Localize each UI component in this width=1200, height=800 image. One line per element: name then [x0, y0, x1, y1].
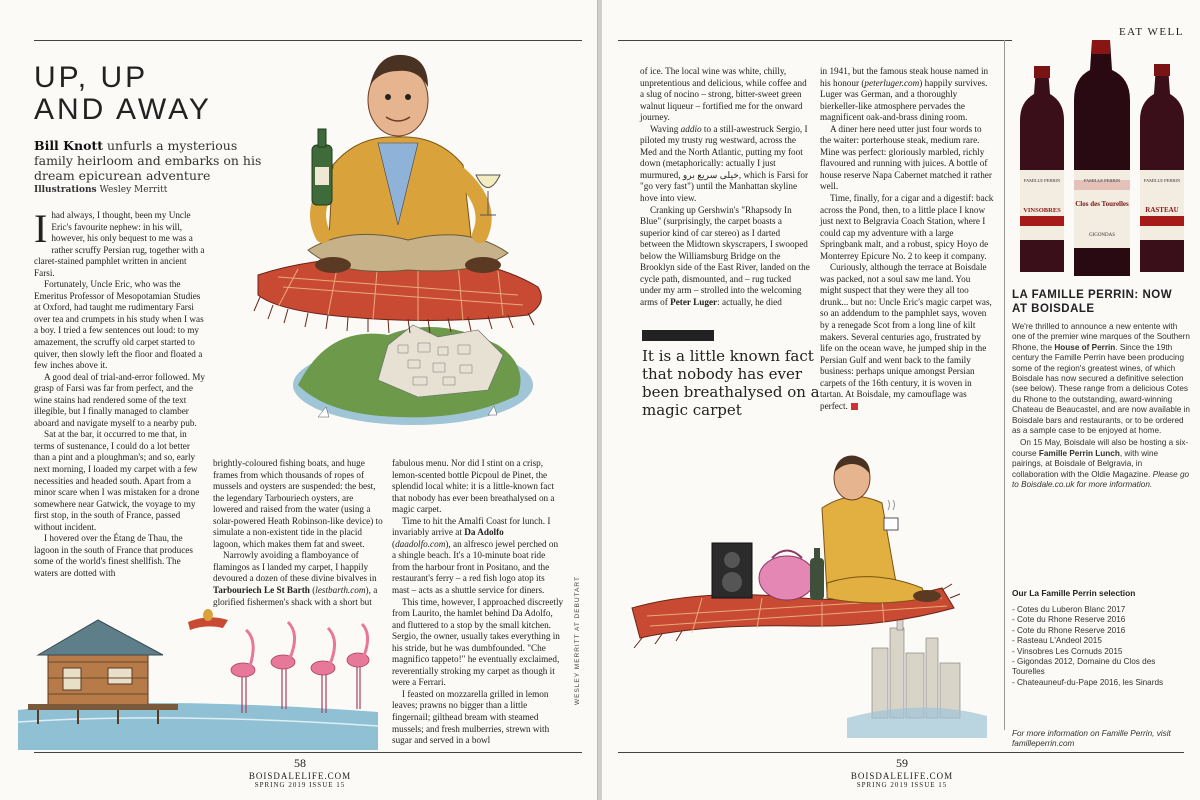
label-center-brand: FAMILLE PERRIN	[1083, 178, 1121, 183]
label-left-name: VINSOBRES	[1023, 207, 1061, 214]
list-item: - Gigondas 2012, Domaine du Clos des Tourelles	[1012, 657, 1156, 677]
text-run: to a still-awestruck Sergio, I piloted my trusty rug westward, across the Med and the North Atlantic, putting my foot down (metaphorically: actually I just murmured, خیلی سریع برو, which is Farsi for "go very fast") until the Manhattan skyline hove into view.	[640, 123, 809, 204]
body-column-1	[34, 206, 206, 580]
text-run: , with wine pairings, at Boisdale of Belgravia, in collaboration with the Oldie Magazine.	[1012, 448, 1159, 479]
paragraph: had always, I thought, been my Uncle Eric's favourite nephew: in his will, however, his only bequest to me was a rather scruffy Persian rug, together with a claret-stained pamphlet written in ancient Farsi.	[34, 210, 205, 278]
paragraph: Fortunately, Uncle Eric, who was the Emeritus Professor of Mesopotamian Studies at Oxford, had taught me rudimentary Farsi over tea and crumpets in his study when I was a boy. I tried a few sentences out loud: to my amazement, the scruffy old carpet started to quiver, then slowly left the floor and floated a few inches above it.	[34, 279, 204, 371]
list-item: - Chateauneuf-du-Pape 2016, les Sinards	[1012, 677, 1164, 687]
headline-line-1: UP, UP	[34, 61, 149, 94]
sidebar-footer: For more information on Famille Perrin, visit familleperrin.com	[1012, 729, 1171, 749]
illustration-credit	[34, 185, 167, 195]
illustration-side-credit: WESLEY MERRITT AT DEBUTART	[574, 576, 581, 705]
list-item: - Cote du Rhone Reserve 2016	[1012, 615, 1126, 625]
flamingo-lagoon-illustration	[18, 600, 388, 750]
folio-issue: SPRING 2019 ISSUE 15	[254, 781, 346, 789]
text-run: ), a glorified fishermen's shack with a short but	[213, 585, 378, 607]
text-run: addio	[680, 123, 702, 134]
folio-site: BOISDALELIFE.COM	[850, 771, 954, 781]
sidebar-title: LA FAMILLE PERRIN: NOW AT BOISDALE	[1012, 289, 1173, 315]
paragraph	[392, 516, 564, 597]
venue-name: Da Adolfo	[464, 527, 504, 538]
body-column-4	[640, 66, 812, 308]
carpet-stereo-illustration	[622, 448, 994, 748]
list-item: - Cote du Rhone Reserve 2016	[1012, 625, 1126, 635]
pullquote-bar	[642, 330, 714, 341]
paragraph	[1012, 322, 1190, 436]
selection-title: Our La Famille Perrin selection	[1012, 588, 1136, 598]
text-run: Narrowly avoiding a flamboyance of flamingos as I landed my carpet, I happily devoured a dozen of these divine bivalves in	[213, 550, 377, 584]
paragraph: Sat at the bar, it occurred to me that, in terms of sustenance, I could do a lot better than a pint and a ploughman's; and so, early next morning, I loaded my carpet with a few necessities and headed south. Apart from a minor scare when I was mistaken for a drone somewhere near Gatwick, the voyage to my first stop, in the south of France, passed without incident.	[34, 429, 200, 532]
page-number: 59	[896, 756, 908, 770]
credit-name: Wesley Merritt	[96, 185, 168, 195]
body-column-2	[213, 458, 385, 608]
house-name: House of Perrin	[1054, 342, 1116, 352]
label-right-brand: FAMILLE PERRIN	[1143, 178, 1181, 183]
article-headline	[34, 62, 212, 126]
label-right-name: RASTEAU	[1145, 206, 1179, 214]
paragraph	[640, 205, 812, 309]
text-run: : actually, he died	[717, 296, 782, 307]
venue-website: daadolfo.com	[395, 538, 446, 549]
sidebar-rule	[1004, 40, 1005, 730]
pullquote: It is a little known fact that nobody has ever been breathalysed on a magic carpet	[642, 347, 820, 419]
text-run: ) happily survives. Luger was German, and a thoroughly bierkeller-like atmosphere pervades the magnificent oak-and-brass dining room.	[820, 77, 988, 123]
text-run: Cranking up Gershwin's "Rhapsody In Blue" (surprisingly, the carpet boasts a superior kind of car stereo) as I darted between the Midtown skyscrapers, I swooped below the Williamsburg Bridge on the Brooklyn side of the East River, landed on the cycle path, dismounted, and – rug tucked under my arm – strolled into the welcoming arms of	[640, 204, 810, 307]
text-run: Please go to Boisdale.co.uk for more information.	[1012, 469, 1190, 490]
text-run: . Since the 19th century the Famille Perrin have been producing some of the region's greatest wines, of which Boisdale has now secured a definitive selection (see below). These range from a delicious Cotes du Rhone to the outstanding, award-winning Chateau de Beaucastel, and are now available in Boisdale bars and restaurants, or to be ordered as a sample case to be enjoyed at home.	[1012, 342, 1190, 436]
flying-carpet-illustration	[238, 25, 568, 445]
headline-line-2: AND AWAY	[34, 93, 212, 126]
text-run: On 15 May, Boisdale will also be hosting a six-course	[1012, 438, 1189, 458]
list-item: - Vinsobres Les Cornuds 2015	[1012, 646, 1123, 656]
text-run: ), an alfresco jewel perched on a shingle beach. It's a 10-minute boat ride from the harbour front in Positano, and the restaurant's ferry – a red fish logo atop its mast – acts as a shuttle service for diners.	[392, 538, 559, 596]
venue-name: Peter Luger	[670, 296, 718, 307]
paragraph	[1012, 438, 1190, 490]
paragraph: I feasted on mozzarella grilled in lemon leaves; prawns no bigger than a little fingernail; gilthead bream with steamed mussels; and fresh mulberries, strewn with sugar and served in a bowl	[392, 688, 550, 746]
standfirst-text: unfurls a mysterious family heirloom and embarks on his dream epicurean adventure	[34, 138, 262, 183]
text-run: Curiously, although the terrace at Boisdale was packed, not a soul saw me land. You might suspect that they were they all too drunk... but no: Uncle Eric's magic carpet was, so an addendum to the pamphlet says, woven by a renegade Scot from a long line of kilt makers. Several centuries ago, frustrated by life on the ocean wave, he jumped ship in the Persian Gulf and went back to the family business: perhaps unique amongst Persian carpets of the 16th century, it is woven in tartan. At Boisdale, my camouflage was perfect.	[820, 262, 992, 411]
list-item: - Cotes du Luberon Blanc 2017	[1012, 605, 1126, 614]
wine-selection-list	[1012, 605, 1190, 688]
wine-bottles-photo	[1012, 40, 1192, 278]
text-run: (	[309, 585, 316, 596]
list-item: - Rasteau L'Andeol 2015	[1012, 636, 1102, 646]
paragraph: Time, finally, for a cigar and a digestif: back across the Pond, then, to a little place I know just next to Belgravia Coach Station, where I could cap my adventure with a large Springbank malt, and a robust, spicy Hoyo de Monterrey Epicure No. 2 to keep it company.	[820, 193, 994, 261]
paragraph: This time, however, I approached discreetly from Laurito, the hamlet behind Da Adolfo, and fluttered to a stop by the small kitchen. Sergio, the owner, usually takes everything in his stride, but he was dumbfounded. "Che magnifico tappeto!" he eventually exclaimed, reverentially stroking my carpet as though it were a Ferrari.	[392, 596, 564, 688]
label-left-brand: FAMILLE PERRIN	[1023, 178, 1061, 183]
folio-right	[822, 756, 982, 789]
credit-label: Illustrations	[34, 185, 97, 195]
bottom-rule	[34, 752, 582, 753]
paragraph: brightly-coloured fishing boats, and huge frames from which thousands of ropes of mussels and oysters are suspended: the best, the legendary Tarbouriech oysters, are lowered and raised from the water (using a solar-powered Heath Robinson-like device) to simulate a non-existent tide in the placid lagoon, which makes them fat and sweet.	[213, 458, 383, 549]
body-column-5	[820, 66, 994, 412]
end-mark-icon	[851, 403, 858, 410]
paragraph	[640, 124, 812, 205]
section-label: EAT WELL	[1118, 26, 1184, 38]
paragraph	[820, 66, 994, 124]
folio-site: BOISDALELIFE.COM	[248, 771, 352, 781]
right-page	[602, 0, 1200, 800]
paragraph: A diner here need utter just four words to the waiter: porterhouse steak, medium rare. Mine was perfect: gloriously marbled, richly flavoured and running with juices. A bottle of house reserve Napa Cabernet matched it rather well.	[820, 123, 992, 192]
paragraph: fabulous menu. Nor did I stint on a crisp, lemon-scented bottle Picpoul de Pinet, the splendid local white: it is a little-known fact that nobody has ever been breathalysed on a magic carpet.	[392, 458, 555, 515]
paragraph: I hovered over the Étang de Thau, the lagoon in the south of France that produces some of the world's finest shellfish. The waters are dotted with	[34, 533, 193, 578]
drop-cap: I	[34, 206, 48, 251]
paragraph: of ice. The local wine was white, chilly, unpretentious and delicious, while coffee and a slug of nocino – strong, bitter-sweet green walnut liqueur – fortified me for the onward journey.	[640, 66, 807, 123]
standfirst	[34, 138, 264, 183]
venue-website: lestbarth.com	[315, 585, 366, 596]
body-column-3	[392, 458, 564, 747]
text-run: Time to hit the Amalfi Coast for lunch. I invariably arrive at	[392, 515, 551, 538]
label-center-name: Clos des Tourelles	[1075, 200, 1129, 208]
bottom-rule	[618, 752, 1184, 753]
event-name: Famille Perrin Lunch	[1038, 448, 1120, 458]
venue-name: Tarbouriech Le St Barth	[213, 585, 310, 596]
page-number: 58	[294, 756, 306, 770]
text-run: We're thrilled to announce a new entente with one of the premier wine marques of the Southern Rhone, the	[1012, 322, 1190, 352]
paragraph: A good deal of trial-and-error followed. My grasp of Farsi was far from perfect, and the wine stains had rendered some of the text illegible, but I finally managed to clamber aboard and navigate myself to a nearby pub.	[34, 371, 205, 428]
folio-issue: SPRING 2019 ISSUE 15	[856, 781, 948, 789]
sidebar-famille-perrin	[1012, 40, 1192, 800]
label-center-sub: GIGONDAS	[1088, 233, 1116, 238]
venue-website: peterluger.com	[864, 77, 920, 88]
left-page	[0, 0, 598, 800]
text-run: in 1941, but the famous steak house named in his honour (	[820, 66, 989, 88]
text-run: Waving	[650, 123, 681, 134]
paragraph	[820, 262, 994, 412]
author-name: Bill Knott	[34, 138, 104, 153]
sidebar-body	[1012, 322, 1190, 493]
folio-left	[220, 756, 380, 789]
text-run: (	[392, 538, 396, 549]
